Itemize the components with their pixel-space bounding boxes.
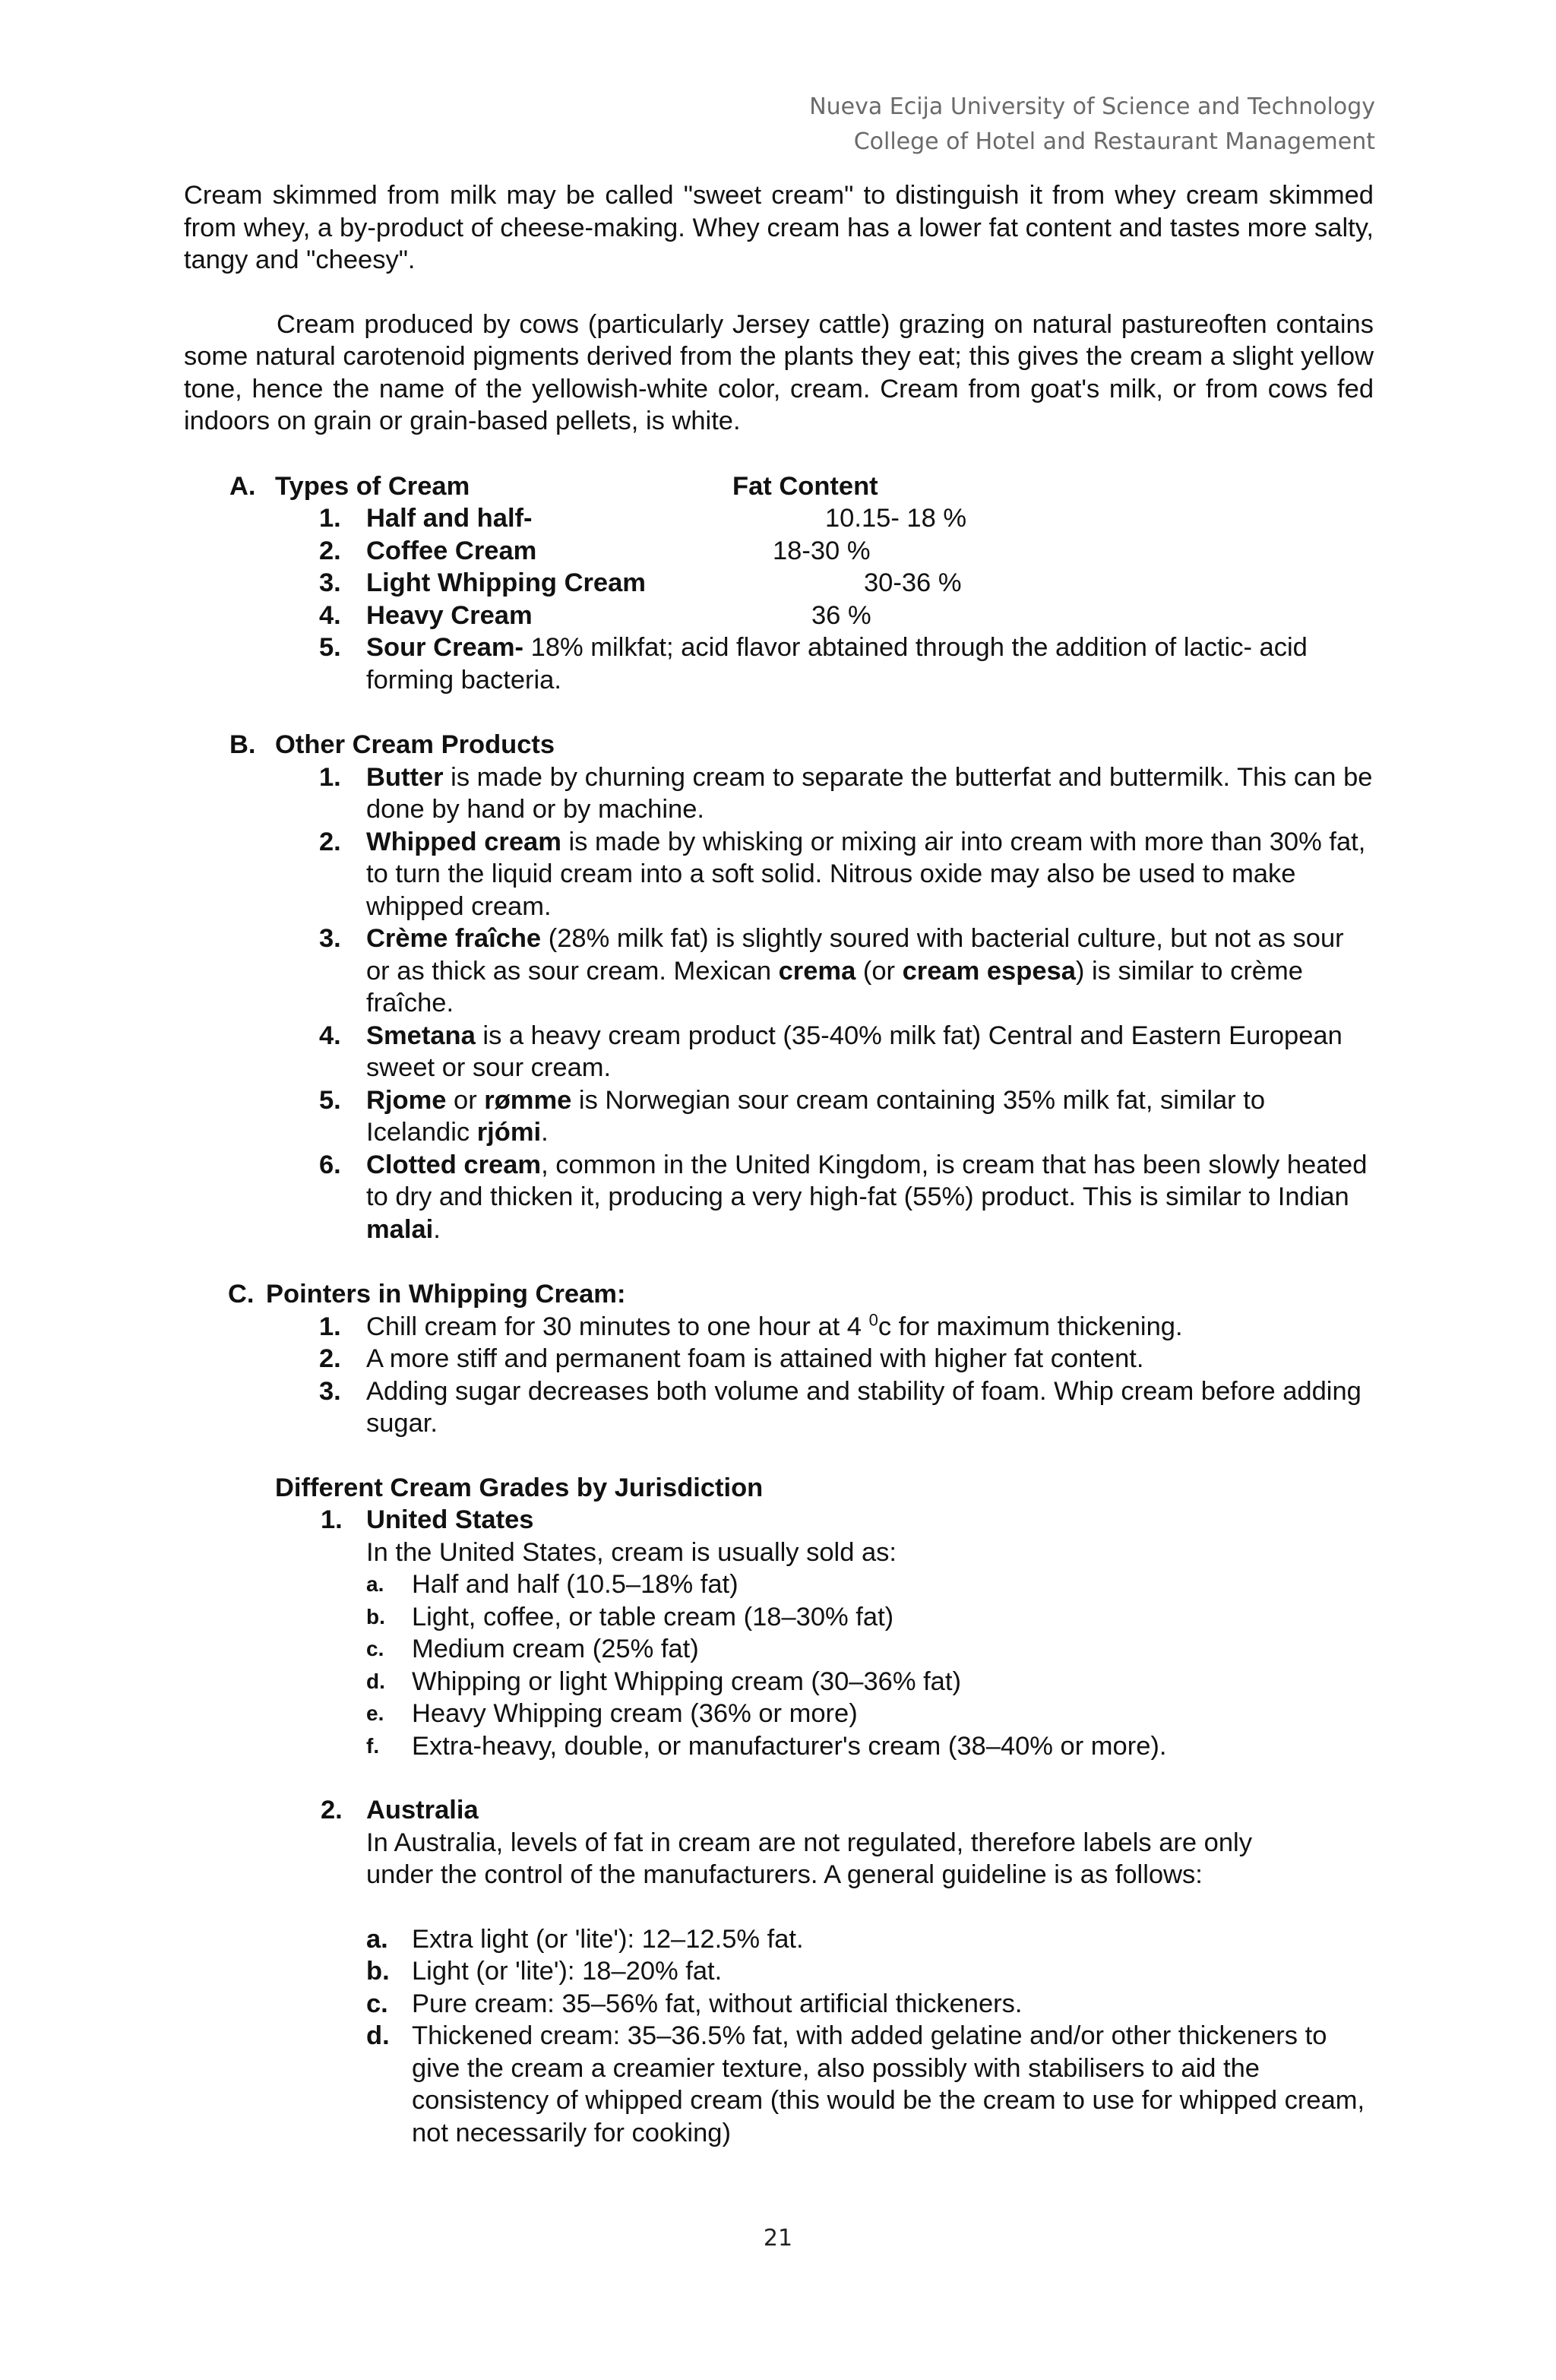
item-description: 18% milkfat; acid flavor abtained through the addition of lactic- acid forming bacteria. [366,633,1308,695]
item-number: 1. [319,762,341,792]
item-text: c for maximum thickening. [878,1312,1183,1341]
fat-content-header: Fat Content [732,471,878,501]
section-b-heading [184,729,1374,761]
us-body [275,1537,1374,1569]
item-text: A more stiff and permanent foam is attained with higher fat content. [366,1344,1144,1373]
intro-paragraph-1: Cream skimmed from milk may be called "sweet cream" to distinguish it from whey cream skimmed from whey, a by-product of cheese-making. Whey cream has a lower fat content and tastes more salty, tangy and "cheesy". [184,181,1374,274]
list-item [275,1955,1374,1988]
cream-type-row [184,502,1374,535]
section-pointers-whipping [184,1278,1374,1440]
grades-title: Different Cream Grades by Jurisdiction [275,1473,764,1502]
item-letter: e. [366,1701,384,1725]
item-text: Half and half (10.5–18% fat) [412,1570,738,1599]
item-number: 3. [319,1376,341,1406]
cream-type-name: Light Whipping Cream [366,568,646,597]
item-number: 2. [319,1344,341,1373]
page-header [809,90,1375,160]
section-b-title: Other Cream Products [275,730,555,759]
item-number: 4. [319,600,341,630]
product-name: rømme [484,1085,572,1115]
item-letter: f. [366,1733,380,1758]
product-name: Smetana [366,1021,476,1050]
item-letter: b. [366,1957,390,1986]
cream-type-name: Sour Cream- [366,633,524,662]
section-a-letter: A. [229,471,256,501]
item-number: 1. [321,1505,343,1534]
product-name: Clotted cream [366,1150,542,1179]
item-number: 1. [319,1312,341,1341]
section-c-title: Pointers in Whipping Cream: [266,1280,626,1309]
item-text: Medium cream (25% fat) [412,1635,699,1663]
cream-type-name: Half and half- [366,504,533,533]
item-text: (28% milk fat) is slightly soured with bacterial culture, but not as sour or as thick as sour cream. Mexican [366,924,1344,986]
item-letter: c. [366,1989,388,2018]
cream-type-name: Coffee Cream [366,536,537,565]
degree-superscript: 0 [868,1310,878,1329]
item-text: Pure cream: 35–56% fat, without artificial thickeners. [412,1989,1023,2018]
product-name: Whipped cream [366,827,561,856]
item-text: . [433,1214,441,1244]
item-text: Chill cream for 30 minutes to one hour at 4 [366,1312,869,1341]
item-text: is a heavy cream product (35-40% milk fat) Central and Eastern European sweet or sour cream. [366,1021,1343,1082]
section-b-letter: B. [229,730,256,759]
list-item [275,1601,1374,1634]
cream-type-row [184,600,1374,632]
header-university: Nueva Ecija University of Science and Technology [809,93,1375,120]
item-number: 3. [319,568,341,597]
list-item [275,1666,1374,1698]
list-item [184,923,1374,1020]
page-content [184,179,1374,2149]
section-a-title: Types of Cream [275,471,470,501]
item-text: , common in the United Kingdom, is cream that has been slowly heated to dry and thicken it, producing a very high-fat (55%) product. This is similar to Indian [366,1150,1368,1211]
item-text: is Norwegian sour cream containing 35% milk fat, similar to Icelandic [366,1085,1266,1147]
other-products-list [184,761,1374,1246]
item-letter: a. [366,1924,388,1954]
page-number: 21 [763,2225,793,2252]
item-text: is made by whisking or mixing air into cream with more than 30% fat, to turn the liquid cream into a soft solid. Nitrous oxide may also be used to make whipped cream. [366,827,1366,921]
item-text: Extra light (or 'lite'): 12–12.5% fat. [412,1924,804,1954]
item-text: Light, coffee, or table cream (18–30% fat) [412,1602,894,1632]
item-number: 2. [319,536,341,565]
list-item [275,1633,1374,1666]
item-number: 5. [319,1085,341,1115]
intro-paragraph-2: Cream produced by cows (particularly Jersey cattle) grazing on natural pastureoften contains some natural carotenoid pigments derived from the plants they eat; this gives the cream a slight yellow tone, hence the name of the yellowish-white color, cream. Cream from goat's milk, or from cows fed indoors on grain or grain-based pellets, is white. [184,309,1374,435]
product-name: rjómi [476,1118,542,1147]
item-number: 1. [319,504,341,533]
grade-united-states [275,1504,1374,1537]
item-letter: d. [366,2021,390,2050]
list-item [184,1343,1374,1375]
us-intro: In the United States, cream is usually sold as: [366,1537,897,1567]
au-grades-list [275,1923,1374,2150]
au-heading [321,1794,1374,1827]
product-name: malai [366,1214,434,1244]
us-title: United States [366,1505,534,1534]
item-letter: d. [366,1669,385,1693]
item-text: (or [855,956,903,986]
cream-type-row [184,535,1374,568]
item-letter: c. [366,1637,384,1660]
item-letter: b. [366,1604,385,1628]
item-number: 5. [319,633,341,662]
cream-type-name: Heavy Cream [366,600,533,630]
item-number: 3. [319,924,341,953]
product-name: cream espesa [902,956,1076,986]
list-item [184,1149,1374,1246]
item-text: is made by churning cream to separate the butterfat and buttermilk. This can be done by hand or by machine. [366,762,1373,824]
au-intro: In Australia, levels of fat in cream are not regulated, therefore labels are only under the control of the manufacturers. A general guideline is as follows: [366,1828,1252,1889]
pointers-list [184,1311,1374,1440]
section-types-of-cream [184,470,1374,697]
item-text: Thickened cream: 35–36.5% fat, with added gelatine and/or other thickeners to give the cream a creamier texture, also possibly with stabilisers to aid the consistency of whipped cream (this would be the cream to use for whipped cream, not necessarily for cooking) [412,2021,1365,2147]
list-item [275,1698,1374,1730]
cream-type-row [184,567,1374,600]
list-item [184,1311,1374,1343]
item-number: 4. [319,1021,341,1050]
list-item [184,761,1374,826]
item-number: 2. [319,827,341,856]
fat-content-value: 30-36 % [864,568,962,597]
product-name: crema [778,956,856,986]
product-name: Crème fraîche [366,924,542,953]
fat-content-value: 18-30 % [773,536,871,565]
list-item [275,1730,1374,1763]
list-item [275,1923,1374,1956]
product-name: Butter [366,762,444,792]
item-text: Light (or 'lite'): 18–20% fat. [412,1957,723,1986]
sour-cream-item [184,631,1374,696]
list-item [275,1568,1374,1601]
list-item [184,826,1374,923]
au-title: Australia [366,1796,479,1825]
item-letter: a. [366,1572,384,1596]
list-item [184,631,1374,696]
list-item [275,2020,1374,2149]
list-item [184,1020,1374,1084]
product-name: Rjome [366,1085,447,1115]
cream-grades-section [184,1472,1374,2150]
item-text: or [446,1085,485,1115]
item-number: 2. [321,1796,343,1825]
us-heading [321,1504,1374,1537]
list-item [184,1375,1374,1440]
section-c-letter: C. [228,1280,255,1309]
fat-content-value: 10.15- 18 % [825,504,967,533]
item-text: Whipping or light Whipping cream (30–36% fat) [412,1666,961,1696]
us-grades-list [275,1568,1374,1762]
item-text: ) is similar to crème fraîche. [366,956,1303,1018]
header-college: College of Hotel and Restaurant Management [853,128,1375,155]
list-item [275,1988,1374,2021]
item-text: Extra-heavy, double, or manufacturer's cream (38–40% or more). [412,1731,1167,1761]
section-a-heading [184,470,1374,503]
section-c-heading [184,1278,1374,1311]
grade-australia [275,1794,1374,1827]
item-text: . [541,1118,549,1147]
fat-content-value: 36 % [811,600,871,630]
item-text: Adding sugar decreases both volume and stability of foam. Whip cream before adding sugar. [366,1376,1362,1438]
list-item [184,1084,1374,1149]
item-text: Heavy Whipping cream (36% or more) [412,1699,858,1728]
section-other-cream-products [184,729,1374,1245]
item-number: 6. [319,1150,341,1179]
